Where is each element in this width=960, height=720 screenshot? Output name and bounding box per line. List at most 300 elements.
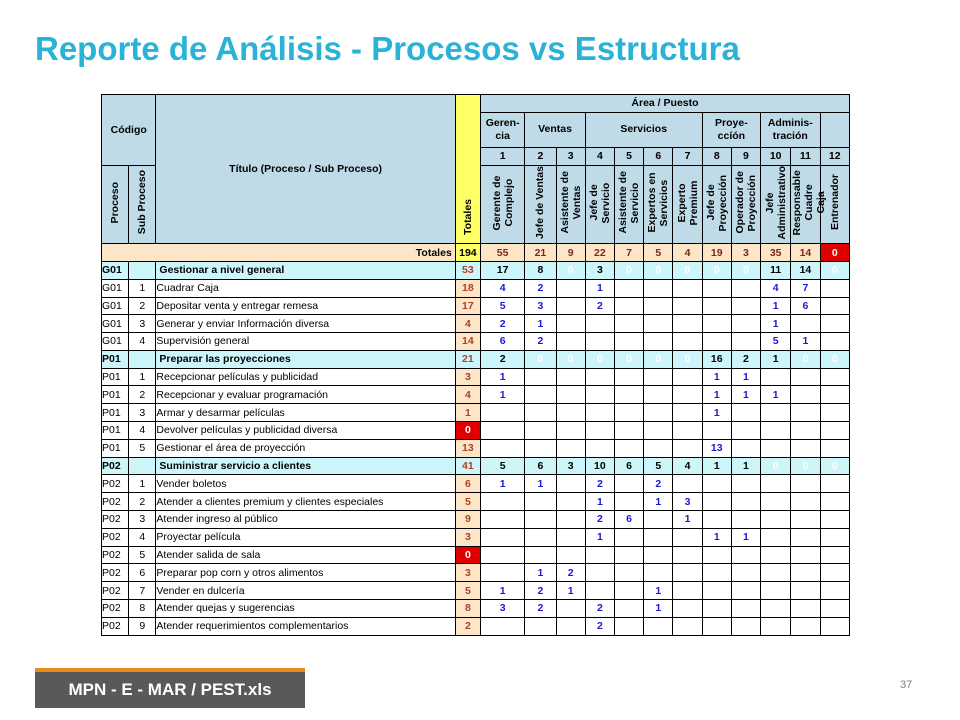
process-code: G01 — [102, 315, 129, 333]
position-value — [731, 315, 760, 333]
position-value — [673, 422, 702, 440]
position-value — [731, 297, 760, 315]
position-value — [585, 404, 614, 422]
position-value — [673, 297, 702, 315]
position-value — [525, 386, 556, 404]
process-title: Gestionar a nivel general — [156, 261, 455, 279]
header-position-name — [761, 165, 791, 244]
position-value — [820, 528, 849, 546]
position-value — [480, 493, 524, 511]
header-position-number: 4 — [585, 147, 614, 165]
position-value: 7 — [791, 279, 820, 297]
position-value — [761, 368, 791, 386]
position-name-label: Jefe de Ventas — [534, 165, 547, 239]
position-value — [614, 582, 643, 600]
position-value: 3 — [480, 600, 524, 618]
header-position-name — [673, 165, 702, 244]
sub-process-code: 3 — [129, 404, 156, 422]
row-total: 21 — [455, 350, 480, 368]
row-total: 14 — [455, 333, 480, 351]
totals-value: 55 — [480, 244, 524, 262]
position-value — [614, 439, 643, 457]
position-value — [585, 546, 614, 564]
position-value: 1 — [702, 457, 731, 475]
position-value: 2 — [585, 617, 614, 635]
position-value — [761, 600, 791, 618]
position-value — [673, 582, 702, 600]
position-value — [480, 422, 524, 440]
sub-process-row — [102, 582, 850, 600]
position-value — [761, 546, 791, 564]
position-value — [673, 315, 702, 333]
position-value: 6 — [614, 511, 643, 529]
position-value — [791, 315, 820, 333]
position-value: 5 — [644, 457, 673, 475]
position-name-label: Asistente de Ventas — [558, 171, 583, 234]
position-value — [673, 439, 702, 457]
position-value: 3 — [556, 457, 585, 475]
position-value: 0 — [702, 261, 731, 279]
sub-process-row — [102, 439, 850, 457]
totals-value: 4 — [673, 244, 702, 262]
position-value — [614, 422, 643, 440]
position-value: 0 — [614, 261, 643, 279]
position-value — [614, 600, 643, 618]
position-value — [791, 422, 820, 440]
process-title: Generar y enviar Información diversa — [156, 315, 455, 333]
header-position-number: 1 — [480, 147, 524, 165]
position-value: 0 — [585, 350, 614, 368]
position-value: 13 — [702, 439, 731, 457]
position-value: 1 — [480, 475, 524, 493]
position-value — [791, 600, 820, 618]
position-value — [731, 475, 760, 493]
position-value — [761, 475, 791, 493]
position-value: 0 — [820, 261, 849, 279]
position-value: 1 — [585, 279, 614, 297]
position-value — [702, 493, 731, 511]
header-position-number: 10 — [761, 147, 791, 165]
position-name-label: Experto Premium — [675, 179, 700, 225]
position-value — [702, 297, 731, 315]
sub-process-code: 5 — [129, 439, 156, 457]
position-value — [673, 564, 702, 582]
sub-process-row — [102, 333, 850, 351]
position-value — [702, 279, 731, 297]
process-title: Armar y desarmar películas — [156, 404, 455, 422]
position-value — [644, 511, 673, 529]
totals-value: 35 — [761, 244, 791, 262]
position-value: 4 — [761, 279, 791, 297]
process-title: Atender ingreso al público — [156, 511, 455, 529]
sub-process-row — [102, 511, 850, 529]
position-value: 0 — [731, 261, 760, 279]
position-value: 0 — [791, 457, 820, 475]
row-total: 6 — [455, 475, 480, 493]
position-value — [644, 386, 673, 404]
position-value: 0 — [556, 261, 585, 279]
position-value — [761, 404, 791, 422]
position-value: 0 — [673, 350, 702, 368]
position-value: 2 — [731, 350, 760, 368]
position-value — [820, 582, 849, 600]
position-value — [556, 333, 585, 351]
position-value — [820, 333, 849, 351]
header-position-name — [525, 165, 556, 244]
sub-process-code: 4 — [129, 422, 156, 440]
sub-process-code: 4 — [129, 528, 156, 546]
sub-process-row — [102, 475, 850, 493]
process-code: G01 — [102, 261, 129, 279]
position-value: 0 — [820, 457, 849, 475]
totals-label: Totales — [102, 244, 456, 262]
process-title: Devolver películas y publicidad diversa — [156, 422, 455, 440]
position-value — [585, 386, 614, 404]
position-value — [791, 439, 820, 457]
position-value — [644, 297, 673, 315]
header-area-group: Ventas — [525, 112, 585, 147]
position-value — [820, 297, 849, 315]
header-position-name — [556, 165, 585, 244]
position-value — [614, 546, 643, 564]
totals-value: 0 — [820, 244, 849, 262]
position-value — [761, 493, 791, 511]
position-value — [673, 600, 702, 618]
position-value — [644, 333, 673, 351]
position-value — [791, 404, 820, 422]
position-name-label: Asistente de Servicio — [617, 171, 642, 234]
row-total: 3 — [455, 528, 480, 546]
process-code: P02 — [102, 617, 129, 635]
header-titulo: Título (Proceso / Sub Proceso) — [156, 95, 455, 244]
position-value — [644, 617, 673, 635]
position-value: 1 — [731, 457, 760, 475]
position-value: 16 — [702, 350, 731, 368]
position-value: 1 — [585, 493, 614, 511]
process-code: P02 — [102, 600, 129, 618]
position-value — [585, 564, 614, 582]
position-value — [556, 546, 585, 564]
sub-process-code: 2 — [129, 493, 156, 511]
position-value — [480, 528, 524, 546]
position-value: 0 — [614, 350, 643, 368]
position-value — [480, 439, 524, 457]
position-value — [702, 564, 731, 582]
process-title: Supervisión general — [156, 333, 455, 351]
position-value: 1 — [556, 582, 585, 600]
header-position-name — [585, 165, 614, 244]
totals-value: 22 — [585, 244, 614, 262]
row-total: 1 — [455, 404, 480, 422]
position-value — [556, 493, 585, 511]
position-value — [614, 279, 643, 297]
position-value: 2 — [556, 564, 585, 582]
position-value — [556, 297, 585, 315]
position-value — [556, 368, 585, 386]
position-value — [761, 439, 791, 457]
position-value — [731, 511, 760, 529]
header-position-name — [614, 165, 643, 244]
position-value: 4 — [673, 457, 702, 475]
position-value: 1 — [480, 582, 524, 600]
position-value — [644, 368, 673, 386]
position-value: 2 — [525, 582, 556, 600]
process-code: G01 — [102, 279, 129, 297]
position-value — [556, 404, 585, 422]
footer-file-label: MPN - E - MAR / PEST.xls — [35, 668, 305, 708]
position-value — [702, 422, 731, 440]
row-total: 0 — [455, 546, 480, 564]
process-title: Atender a clientes premium y clientes especiales — [156, 493, 455, 511]
position-value — [585, 439, 614, 457]
position-value — [820, 422, 849, 440]
position-value: 1 — [480, 368, 524, 386]
position-value — [556, 600, 585, 618]
position-value — [525, 617, 556, 635]
slide-title: Reporte de Análisis - Procesos vs Estructura — [35, 30, 740, 67]
row-total: 17 — [455, 297, 480, 315]
position-value — [644, 546, 673, 564]
process-code: P01 — [102, 439, 129, 457]
position-value — [791, 368, 820, 386]
position-value: 0 — [556, 350, 585, 368]
position-value: 1 — [731, 528, 760, 546]
sub-process-code — [129, 350, 156, 368]
row-total: 9 — [455, 511, 480, 529]
row-total: 5 — [455, 493, 480, 511]
position-name-label: Jefe de Proyección — [704, 174, 729, 231]
position-value — [791, 564, 820, 582]
position-value — [820, 439, 849, 457]
position-value: 1 — [525, 475, 556, 493]
process-title: Atender quejas y sugerencias — [156, 600, 455, 618]
sub-process-code: 4 — [129, 333, 156, 351]
process-code: P02 — [102, 546, 129, 564]
sub-process-code: 1 — [129, 368, 156, 386]
position-value: 6 — [480, 333, 524, 351]
position-value: 1 — [585, 528, 614, 546]
position-value — [731, 493, 760, 511]
process-title: Preparar las proyecciones — [156, 350, 455, 368]
position-value — [761, 528, 791, 546]
position-value: 2 — [585, 297, 614, 315]
process-title: Suministrar servicio a clientes — [156, 457, 455, 475]
sub-process-row — [102, 315, 850, 333]
sub-process-code: 1 — [129, 475, 156, 493]
sub-process-row — [102, 422, 850, 440]
position-value — [791, 475, 820, 493]
position-value: 0 — [525, 350, 556, 368]
position-value: 1 — [791, 333, 820, 351]
process-title: Atender salida de sala — [156, 546, 455, 564]
sub-process-code: 1 — [129, 279, 156, 297]
position-value: 0 — [644, 261, 673, 279]
header-position-number: 12 — [820, 147, 849, 165]
position-value — [525, 368, 556, 386]
position-value — [614, 368, 643, 386]
position-value — [585, 422, 614, 440]
header-area-group: Proye- ccíón — [702, 112, 760, 147]
sub-process-code: 8 — [129, 600, 156, 618]
position-value: 2 — [480, 315, 524, 333]
position-value — [702, 546, 731, 564]
position-value — [731, 439, 760, 457]
process-title: Atender requerimientos complementarios — [156, 617, 455, 635]
process-title: Depositar venta y entregar remesa — [156, 297, 455, 315]
position-value — [480, 511, 524, 529]
position-value — [761, 422, 791, 440]
analysis-table — [101, 94, 850, 636]
process-group-row — [102, 350, 850, 368]
position-value — [820, 404, 849, 422]
sub-process-row — [102, 279, 850, 297]
position-value: 4 — [480, 279, 524, 297]
header-position-number: 3 — [556, 147, 585, 165]
sub-process-row — [102, 368, 850, 386]
position-value — [556, 528, 585, 546]
position-value — [731, 600, 760, 618]
position-value — [702, 333, 731, 351]
position-value: 0 — [673, 261, 702, 279]
position-value: 2 — [644, 475, 673, 493]
row-total: 0 — [455, 422, 480, 440]
position-value — [761, 582, 791, 600]
position-value — [644, 279, 673, 297]
position-value — [614, 315, 643, 333]
header-area-group — [820, 112, 849, 147]
header-position-name — [702, 165, 731, 244]
row-total: 2 — [455, 617, 480, 635]
position-value: 6 — [614, 457, 643, 475]
position-value — [820, 493, 849, 511]
position-value — [585, 582, 614, 600]
position-value — [731, 564, 760, 582]
position-value — [525, 422, 556, 440]
row-total: 3 — [455, 368, 480, 386]
header-position-number: 7 — [673, 147, 702, 165]
position-value — [556, 617, 585, 635]
process-title: Recepcionar y evaluar programación — [156, 386, 455, 404]
totals-value: 5 — [644, 244, 673, 262]
position-value — [731, 582, 760, 600]
position-value: 1 — [731, 386, 760, 404]
position-value — [820, 315, 849, 333]
header-position-name — [644, 165, 673, 244]
position-value: 8 — [525, 261, 556, 279]
header-position-name — [480, 165, 524, 244]
position-value — [480, 546, 524, 564]
header-totales — [455, 95, 480, 244]
position-value — [585, 368, 614, 386]
position-value: 1 — [525, 564, 556, 582]
position-value: 14 — [791, 261, 820, 279]
position-value — [791, 617, 820, 635]
position-value: 1 — [525, 315, 556, 333]
totals-value: 9 — [556, 244, 585, 262]
position-value — [585, 333, 614, 351]
position-value — [702, 315, 731, 333]
header-position-number: 5 — [614, 147, 643, 165]
process-code: P02 — [102, 457, 129, 475]
process-code: P02 — [102, 511, 129, 529]
position-value — [791, 511, 820, 529]
process-title: Vender en dulcería — [156, 582, 455, 600]
sub-process-row — [102, 386, 850, 404]
position-value — [614, 297, 643, 315]
position-value — [731, 422, 760, 440]
position-value: 0 — [820, 350, 849, 368]
position-value — [644, 404, 673, 422]
row-total: 53 — [455, 261, 480, 279]
row-total: 4 — [455, 386, 480, 404]
position-value — [614, 333, 643, 351]
header-sub-proceso — [129, 165, 156, 244]
position-value — [820, 511, 849, 529]
sub-process-code: 2 — [129, 386, 156, 404]
process-code: G01 — [102, 333, 129, 351]
position-value — [614, 404, 643, 422]
process-code: P01 — [102, 368, 129, 386]
position-value: 2 — [525, 279, 556, 297]
header-area-group: Servicios — [585, 112, 702, 147]
position-value: 1 — [702, 404, 731, 422]
process-title: Cuadrar Caja — [156, 279, 455, 297]
position-value: 11 — [761, 261, 791, 279]
position-value: 1 — [644, 582, 673, 600]
position-value — [673, 546, 702, 564]
sub-process-row — [102, 564, 850, 582]
sub-process-code: 3 — [129, 511, 156, 529]
sub-process-code: 3 — [129, 315, 156, 333]
position-value — [820, 564, 849, 582]
position-value — [673, 528, 702, 546]
position-value — [820, 600, 849, 618]
position-value — [673, 617, 702, 635]
position-value — [731, 333, 760, 351]
position-value — [761, 511, 791, 529]
sub-process-code — [129, 261, 156, 279]
position-value — [820, 475, 849, 493]
totals-value: 7 — [614, 244, 643, 262]
position-value: 17 — [480, 261, 524, 279]
position-value — [791, 528, 820, 546]
position-value — [820, 279, 849, 297]
position-value — [644, 315, 673, 333]
totals-value: 14 — [791, 244, 820, 262]
process-code: P02 — [102, 564, 129, 582]
position-value — [585, 315, 614, 333]
position-value — [644, 439, 673, 457]
position-name-label: Operador de Proyección — [733, 171, 758, 234]
sub-process-row — [102, 617, 850, 635]
header-position-number: 9 — [731, 147, 760, 165]
position-value — [820, 386, 849, 404]
position-value: 1 — [761, 350, 791, 368]
position-value: 3 — [673, 493, 702, 511]
position-value: 1 — [702, 386, 731, 404]
position-value — [791, 582, 820, 600]
position-value — [614, 528, 643, 546]
row-total: 8 — [455, 600, 480, 618]
position-value — [644, 422, 673, 440]
position-value — [702, 511, 731, 529]
position-value — [525, 439, 556, 457]
sub-process-row — [102, 404, 850, 422]
process-title: Vender boletos — [156, 475, 455, 493]
position-value: 1 — [761, 315, 791, 333]
header-proceso-label: Proceso — [109, 181, 122, 224]
totals-value: 19 — [702, 244, 731, 262]
